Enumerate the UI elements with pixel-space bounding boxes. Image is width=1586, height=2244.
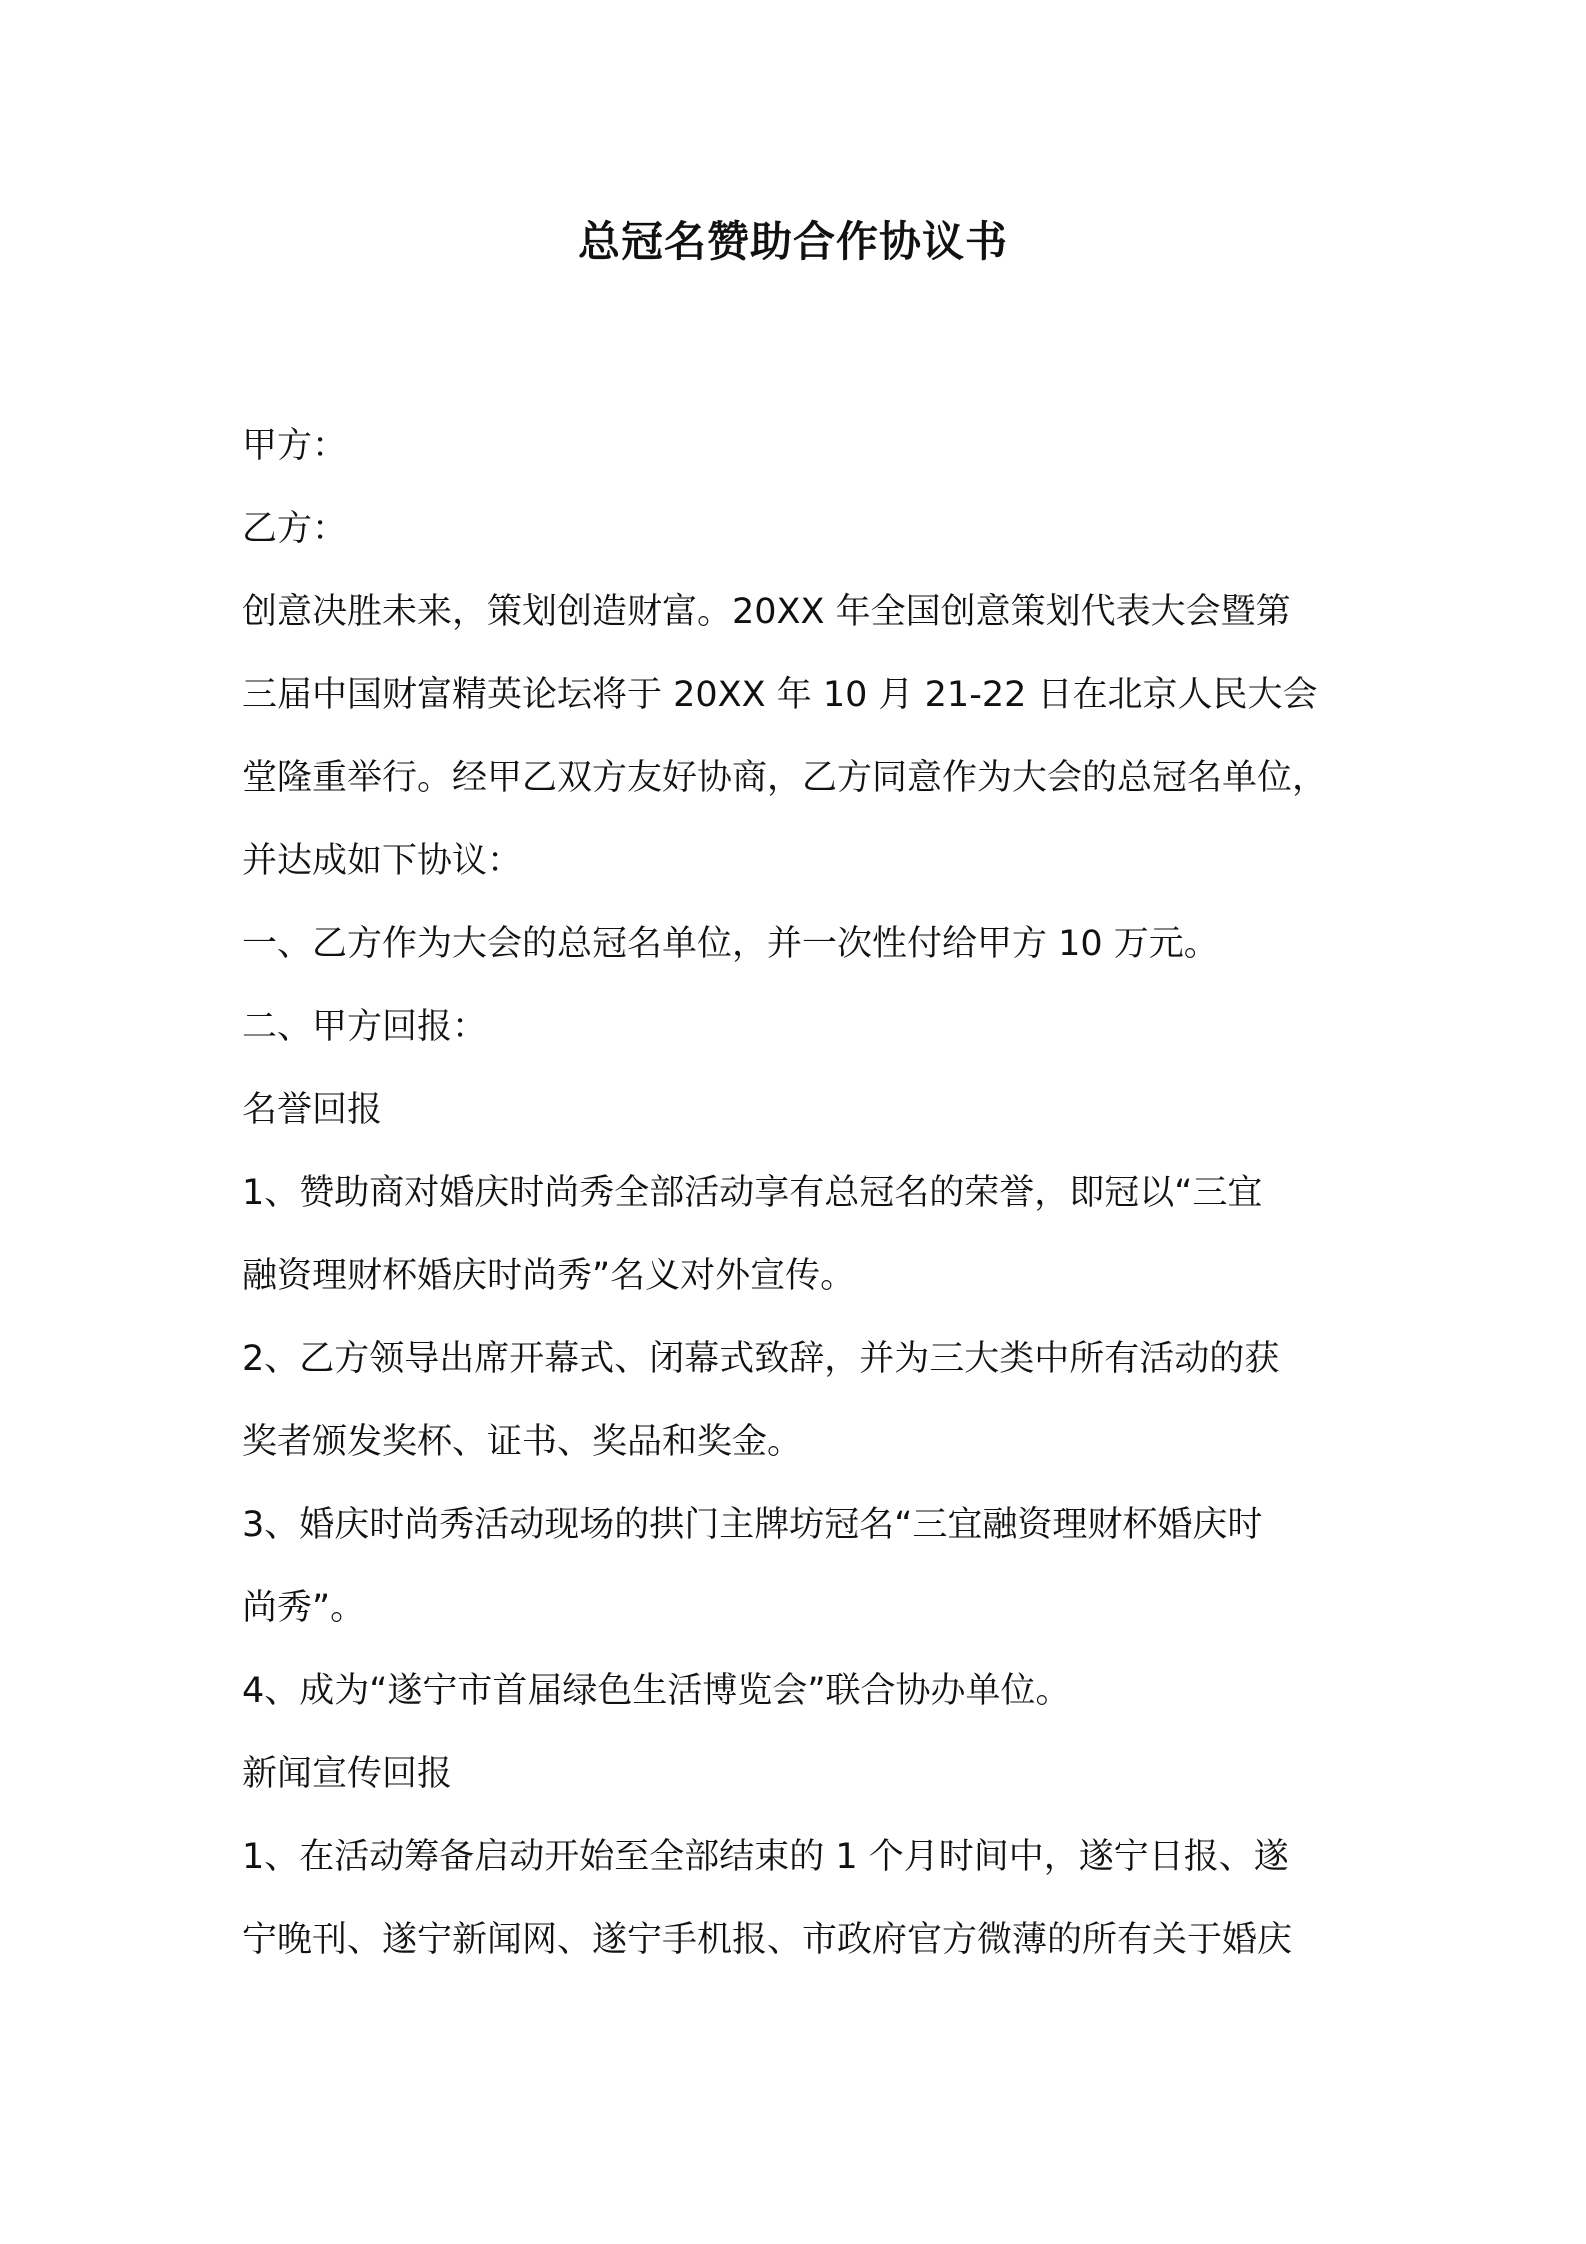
honor-item-1-line: 1、赞助商对婚庆时尚秀全部活动享有总冠名的荣誉，即冠以“三宜 bbox=[242, 1173, 1263, 1213]
honor-item-4-line: 4、成为“遂宁市首届绿色生活博览会”联合协办单位。 bbox=[242, 1671, 1071, 1711]
section-heading-honor: 名誉回报 bbox=[242, 1090, 383, 1130]
document-title: 总冠名赞助合作协议书 bbox=[577, 217, 1008, 266]
clause-one: 一、乙方作为大会的总冠名单位，并一次性付给甲方 10 万元。 bbox=[242, 924, 1219, 964]
honor-item-3-line: 尚秀”。 bbox=[242, 1588, 366, 1628]
intro-paragraph-line: 三届中国财富精英论坛将于 20XX 年 10 月 21-22 日在北京人民大会 bbox=[242, 675, 1318, 715]
document-body bbox=[242, 405, 1360, 1982]
news-item-1-line: 宁晚刊、遂宁新闻网、遂宁手机报、市政府官方微薄的所有关于婚庆 bbox=[242, 1920, 1293, 1960]
party-b-line: 乙方： bbox=[242, 509, 348, 549]
honor-item-2-line: 奖者颁发奖杯、证书、奖品和奖金。 bbox=[242, 1422, 803, 1462]
intro-paragraph-line: 堂隆重举行。经甲乙双方友好协商，乙方同意作为大会的总冠名单位， bbox=[242, 758, 1328, 798]
honor-item-1-line: 融资理财杯婚庆时尚秀”名义对外宣传。 bbox=[242, 1256, 856, 1296]
intro-paragraph-line: 创意决胜未来，策划创造财富。20XX 年全国创意策划代表大会暨第 bbox=[242, 592, 1291, 632]
party-a-line: 甲方： bbox=[242, 426, 348, 466]
honor-item-2-line: 2、乙方领导出席开幕式、闭幕式致辞，并为三大类中所有活动的获 bbox=[242, 1339, 1280, 1379]
honor-item-3-line: 3、婚庆时尚秀活动现场的拱门主牌坊冠名“三宜融资理财杯婚庆时 bbox=[242, 1505, 1263, 1545]
intro-paragraph-line: 并达成如下协议： bbox=[242, 841, 523, 881]
section-heading-news: 新闻宣传回报 bbox=[242, 1754, 453, 1794]
clause-two-heading: 二、甲方回报： bbox=[242, 1007, 488, 1047]
news-item-1-line: 1、在活动筹备启动开始至全部结束的 1 个月时间中，遂宁日报、遂 bbox=[242, 1837, 1289, 1877]
